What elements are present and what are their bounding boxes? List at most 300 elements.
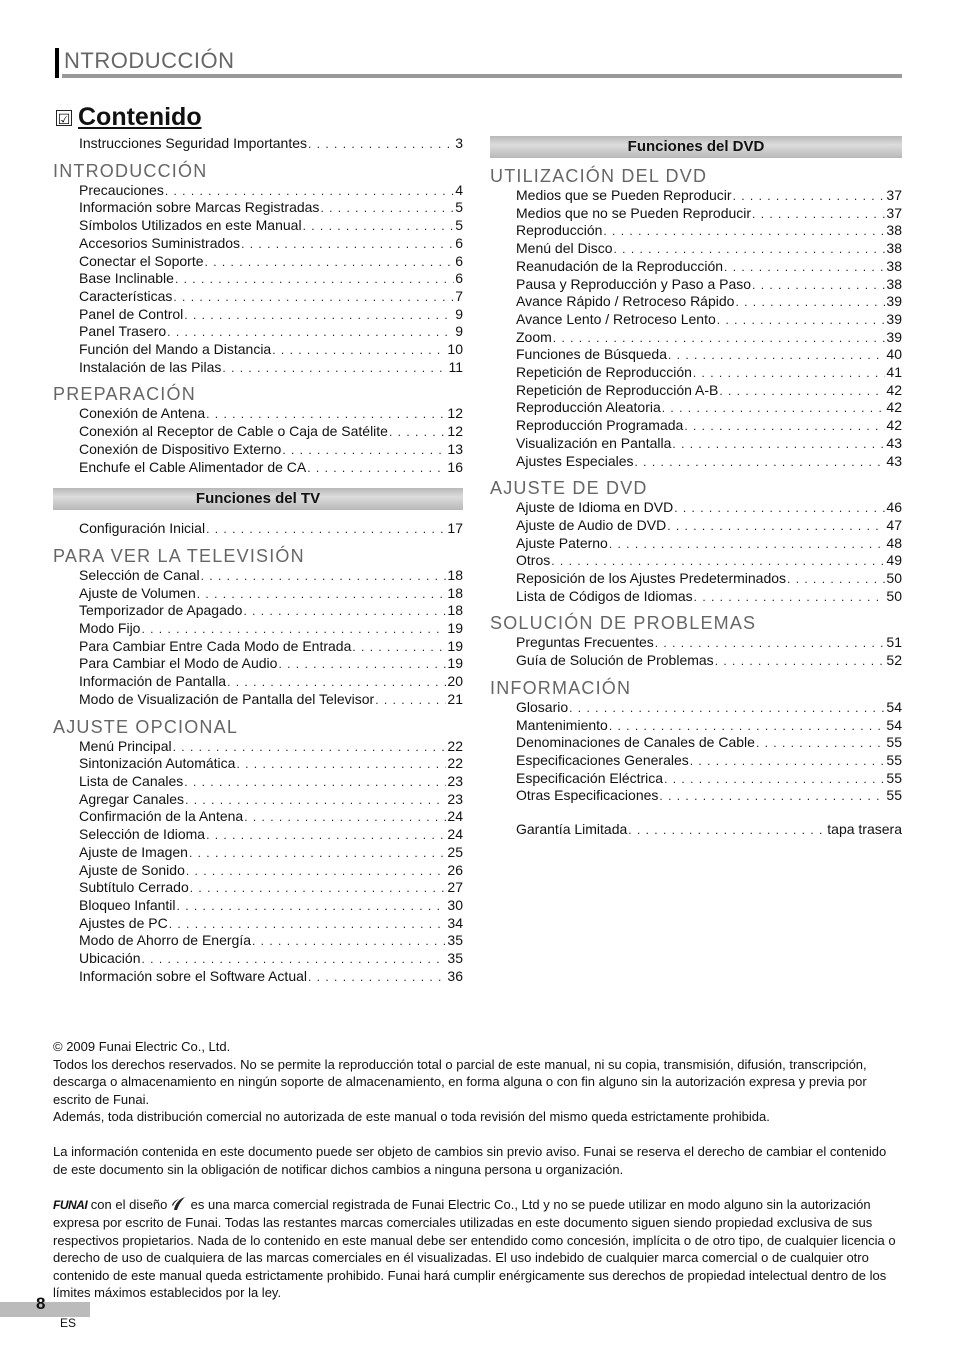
toc-entry-page: 7 (455, 287, 463, 304)
trademark-text: FUNAI con el diseño es una marca comercial registrada de Funai Electric Co., Ltd y no se puede utilizar en modo alguno sin la autorización expresa por escrito de Funai. Todas las restantes marcas comerciales utilizadas en este documento siguen siendo propiedad exclusiva de sus respectivos propietarios. Nada de lo contenido en este manual debe ser entendido como concesión, implícita o de otro tipo, de cualquier licencia o derecho de uso de cualquiera de las marcas comerciales en él visualizadas. El uso indebido de cualquier marca comercial o de cualquier otro contenido de este manual queda estrictamente prohibido. Funai hará cumplir enérgicamente sus derechos de propiedad intelectual dentro de los límites máximos establecidos por la ley. (53, 1196, 896, 1300)
toc-entry-leader (752, 277, 885, 294)
toc-right-column (490, 136, 902, 839)
toc-entry-page: 23 (447, 790, 463, 807)
toc-entry-page: 23 (447, 772, 463, 789)
toc-entry-page: 43 (886, 452, 902, 469)
toc-entry-page: 51 (886, 634, 902, 651)
toc-entry-leader (717, 312, 886, 329)
toc-entry[interactable] (53, 691, 463, 709)
toc-entry-title: Ajustes de PC (79, 914, 168, 931)
toc-entry[interactable] (53, 182, 463, 200)
toc-entry-leader (278, 656, 446, 673)
toc-entry-title: Selección de Idioma (79, 826, 206, 843)
toc-entry-page: 55 (886, 787, 902, 804)
toc-entry[interactable] (490, 311, 902, 329)
toc-entry-leader (389, 424, 446, 441)
funai-design-icon (171, 1196, 187, 1211)
toc-entry-page: 39 (886, 328, 902, 345)
toc-entry-page: tapa trasera (827, 821, 902, 838)
toc-entry-page: 49 (886, 552, 902, 569)
toc-entry-title: Pausa y Reproducción y Paso a Paso (516, 275, 752, 292)
toc-entry-page: 18 (447, 584, 463, 601)
toc-entry[interactable] (490, 535, 902, 553)
toc-entry-page: 54 (886, 716, 902, 733)
toc-entry-leader (173, 739, 447, 756)
toc-entry[interactable] (53, 738, 463, 756)
toc-entry-page: 38 (886, 275, 902, 292)
toc-entry-leader (236, 756, 446, 773)
toc-entry-leader (674, 500, 885, 517)
toc-entry-leader (655, 635, 886, 652)
toc-entry-leader (719, 383, 885, 400)
toc-entry-title: Modo Fijo (79, 620, 141, 637)
toc-entry-leader (569, 700, 885, 717)
toc-entry-page: 55 (886, 734, 902, 751)
toc-entry-title: Menú Principal (79, 737, 172, 754)
toc-entry[interactable] (490, 222, 902, 240)
toc-entry[interactable] (490, 205, 902, 223)
toc-entry[interactable] (53, 135, 463, 153)
toc-entry-page: 37 (886, 204, 902, 221)
toc-entry[interactable] (53, 306, 463, 324)
toc-entry-leader (189, 845, 446, 862)
toc-entry-page: 34 (447, 914, 463, 931)
toc-entry-title: Panel de Control (79, 305, 184, 322)
toc-entry-leader (307, 460, 446, 477)
toc-entry[interactable] (53, 520, 463, 538)
changes-text: La información contenida en este documento puede ser objeto de cambios sin previo aviso. Funai se reserva el derecho de cambiar el contenido de este documento sin la obligación de notificar dichos cambios a ninguna persona u organización. (53, 1144, 887, 1177)
toc-entry-page: 12 (447, 405, 463, 422)
funai-logo: FUNAI (53, 1197, 88, 1212)
toc-entry-leader (308, 136, 454, 153)
toc-entry-title: Ajuste de Volumen (79, 584, 196, 601)
toc-entry-title: Reanudación de la Reproducción (516, 257, 724, 274)
toc-entry-leader (184, 307, 454, 324)
toc-entry[interactable] (490, 588, 902, 606)
toc-entry[interactable] (53, 585, 463, 603)
toc-entry-title: Instrucciones Seguridad Importantes (79, 135, 308, 151)
toc-entry-page: 52 (886, 652, 902, 669)
toc-entry-page: 9 (455, 323, 463, 340)
toc-entry[interactable] (53, 932, 463, 950)
page-number: 8 (36, 1294, 46, 1313)
toc-entry[interactable] (53, 791, 463, 809)
toc-section-heading: INFORMACIÓN (490, 677, 632, 698)
toc-entry-title: Denominaciones de Canales de Cable (516, 734, 755, 751)
toc-entry[interactable] (490, 329, 902, 347)
toc-entry-title: Reproducción (516, 222, 603, 239)
toc-entry-page: 35 (447, 950, 463, 967)
toc-entry[interactable] (53, 808, 463, 826)
toc-entry-title: Preguntas Frecuentes (516, 634, 654, 651)
toc-entry-page: 5 (455, 217, 463, 234)
toc-entry-title: Especificación Eléctrica (516, 769, 664, 786)
toc-entry-leader (320, 200, 454, 217)
toc-entry-title: Información sobre Marcas Registradas (79, 199, 320, 216)
toc-entry[interactable] (53, 826, 463, 844)
toc-entry[interactable] (53, 844, 463, 862)
toc-entry-title: Conectar el Soporte (79, 252, 204, 269)
toc-entry[interactable] (53, 217, 463, 235)
toc-entry-page: 20 (447, 673, 463, 690)
toc-entry[interactable] (53, 673, 463, 691)
toc-entry-title: Guía de Solución de Problemas (516, 652, 714, 669)
toc-entry-page: 21 (447, 690, 463, 707)
toc-entry-leader (756, 735, 885, 752)
toc-entry-page: 16 (447, 458, 463, 475)
toc-section-heading: AJUSTE DE DVD (490, 478, 648, 499)
toc-entry[interactable] (53, 755, 463, 773)
toc-entry-title: Lista de Códigos de Idiomas (516, 587, 693, 604)
toc-entry-leader (222, 360, 447, 377)
toc-entry-page: 17 (447, 520, 463, 537)
toc-entry-page: 9 (455, 305, 463, 322)
toc-entry-page: 27 (447, 879, 463, 896)
toc-entry-leader (141, 621, 446, 638)
toc-entry[interactable] (490, 453, 902, 471)
toc-entry-page: 38 (886, 257, 902, 274)
toc-entry-title: Visualización en Pantalla (516, 434, 672, 451)
toc-entry[interactable] (53, 270, 463, 288)
toc-entry-page: 43 (886, 434, 902, 451)
toc-entry-title: Bloqueo Infantil (79, 896, 176, 913)
toc-entry[interactable] (490, 346, 902, 364)
toc-entry-leader (609, 718, 886, 735)
toc-entry-page: 42 (886, 399, 902, 416)
toc-entry[interactable] (53, 253, 463, 271)
toc-entry-leader (206, 827, 446, 844)
toc-entry[interactable] (490, 276, 902, 294)
toc-heading (56, 103, 202, 132)
toc-entry-page: 6 (455, 252, 463, 269)
toc-entry-title: Ajustes Especiales (516, 452, 634, 469)
toc-entry[interactable] (490, 187, 902, 205)
toc-entry-title: Reproducción Aleatoria (516, 399, 661, 416)
toc-entry-title: Base Inclinable (79, 270, 174, 287)
toc-entry[interactable] (490, 517, 902, 535)
toc-entry-leader (553, 330, 886, 347)
toc-entry-title: Selección de Canal (79, 566, 200, 583)
toc-entry[interactable] (53, 968, 463, 986)
toc-entry[interactable] (53, 323, 463, 341)
toc-entry-page: 48 (886, 534, 902, 551)
toc-entry-page: 18 (447, 566, 463, 583)
header-rule (62, 74, 902, 78)
toc-entry-leader (206, 521, 446, 538)
toc-entry-page: 55 (886, 751, 902, 768)
toc-section-heading: AJUSTE OPCIONAL (53, 716, 239, 737)
toc-entry-title: Panel Trasero (79, 323, 167, 340)
toc-entry-title: Medios que se Pueden Reproducir (516, 187, 732, 203)
toc-entry[interactable] (53, 359, 463, 377)
toc-entry-leader (733, 188, 886, 205)
toc-entry[interactable] (490, 717, 902, 735)
toc-entry-title: Información sobre el Software Actual (79, 967, 308, 984)
toc-entry-title: Conexión de Antena (79, 405, 206, 422)
toc-entry[interactable] (490, 699, 902, 717)
toc-entry[interactable] (490, 734, 902, 752)
toc-entry-title: Reposición de los Ajustes Predeterminados (516, 570, 787, 587)
language-code: ES (60, 1316, 77, 1330)
toc-title: Contenido (78, 103, 202, 131)
toc-entry-leader (667, 518, 885, 535)
toc-entry-leader (664, 771, 885, 788)
toc-entry-page: 54 (886, 698, 902, 715)
toc-entry-leader (177, 898, 447, 915)
toc-entry-title: Repetición de Reproducción A-B (516, 381, 719, 398)
toc-entry-title: Para Cambiar el Modo de Audio (79, 655, 278, 672)
toc-entry-leader (227, 674, 446, 691)
toc-entry-title: Para Cambiar Entre Cada Modo de Entrada (79, 637, 352, 654)
toc-entry[interactable] (53, 897, 463, 915)
toc-entry-page: 10 (447, 341, 463, 358)
toc-entry-leader (303, 218, 455, 235)
toc-entry[interactable] (490, 821, 902, 839)
toc-entry[interactable] (490, 417, 902, 435)
toc-entry-title: Garantía Limitada (516, 821, 628, 838)
toc-entry-page: 50 (886, 587, 902, 604)
toc-entry-page: 46 (886, 499, 902, 516)
copyright-text: © 2009 Funai Electric Co., Ltd. (53, 1039, 231, 1054)
toc-entry[interactable] (53, 602, 463, 620)
toc-entry[interactable] (53, 638, 463, 656)
toc-entry-page: 41 (886, 364, 902, 381)
toc-entry-title: Menú del Disco (516, 240, 613, 257)
toc-entry-page: 19 (447, 620, 463, 637)
toc-band-heading: Funciones del TV (53, 488, 463, 510)
page-header-title: NTRODUCCIÓN (64, 48, 235, 73)
toc-entry-title: Ajuste de Idioma en DVD (516, 499, 674, 516)
toc-entry-page: 19 (447, 655, 463, 672)
toc-entry-page: 11 (448, 358, 463, 375)
toc-entry-title: Instalación de las Pilas (79, 358, 222, 375)
toc-entry-title: Glosario (516, 698, 569, 715)
toc-entry[interactable] (53, 405, 463, 423)
toc-entry-title: Ajuste de Imagen (79, 843, 188, 860)
toc-entry-title: Información de Pantalla (79, 673, 227, 690)
toc-entry-title: Símbolos Utilizados en este Manual (79, 217, 302, 234)
toc-entry-page: 38 (886, 222, 902, 239)
toc-entry-leader (169, 916, 447, 933)
toc-entry-leader (693, 365, 886, 382)
toc-entry-title: Mantenimiento (516, 716, 608, 733)
toc-entry[interactable] (490, 634, 902, 652)
toc-entry-leader (635, 454, 886, 471)
toc-entry[interactable] (53, 567, 463, 585)
toc-entry-title: Conexión al Receptor de Cable o Caja de Satélite (79, 423, 388, 440)
toc-entry[interactable] (53, 423, 463, 441)
toc-entry-leader (752, 206, 885, 223)
toc-entry-leader (609, 536, 886, 553)
toc-entry-page: 38 (886, 240, 902, 257)
toc-entry-leader (186, 863, 447, 880)
checkbox-icon: ☑ (57, 110, 71, 127)
toc-entry-leader (190, 880, 447, 897)
toc-entry-page: 47 (886, 516, 902, 533)
toc-entry-leader (787, 571, 885, 588)
toc-entry-leader (614, 241, 886, 258)
toc-entry-leader (252, 933, 446, 950)
toc-entry[interactable] (490, 652, 902, 670)
toc-entry-leader (715, 653, 886, 670)
toc-entry-title: Ajuste de Sonido (79, 861, 185, 878)
toc-entry-leader (272, 342, 446, 359)
toc-entry-title: Medios que no se Pueden Reproducir (516, 204, 752, 221)
toc-entry-leader (668, 347, 885, 364)
toc-entry[interactable] (490, 258, 902, 276)
toc-entry-title: Otros (516, 552, 551, 569)
toc-entry-title: Sintonización Automática (79, 755, 236, 772)
toc-band-heading: Funciones del DVD (490, 136, 902, 158)
toc-entry-page: 50 (886, 570, 902, 587)
toc-entry[interactable] (53, 459, 463, 477)
toc-entry-leader (165, 183, 454, 200)
toc-entry-title: Otras Especificaciones (516, 787, 659, 804)
toc-entry-page: 12 (447, 423, 463, 440)
toc-entry-title: Avance Rápido / Retroceso Rápido (516, 293, 735, 310)
toc-entry-page: 24 (447, 826, 463, 843)
toc-entry-title: Ajuste Paterno (516, 534, 608, 551)
toc-entry-title: Conexión de Dispositivo Externo (79, 440, 282, 457)
toc-entry-page: 35 (447, 932, 463, 949)
toc-entry-page: 5 (455, 199, 463, 216)
toc-entry-page: 25 (447, 843, 463, 860)
toc-entry[interactable] (490, 787, 902, 805)
toc-entry-page: 39 (886, 310, 902, 327)
toc-entry-leader (205, 254, 455, 271)
toc-entry-page: 55 (886, 769, 902, 786)
toc-entry[interactable] (490, 293, 902, 311)
toc-entry-leader (173, 289, 454, 306)
toc-entry[interactable] (53, 773, 463, 791)
toc-entry-page: 30 (447, 896, 463, 913)
toc-entry-title: Repetición de Reproducción (516, 364, 692, 381)
toc-entry-page: 26 (447, 861, 463, 878)
toc-entry-leader (243, 603, 446, 620)
toc-entry-leader (308, 969, 446, 986)
toc-entry-page: 18 (447, 602, 463, 619)
toc-entry-leader (662, 400, 886, 417)
toc-entry-leader (659, 788, 885, 805)
toc-entry-title: Características (79, 287, 173, 304)
header-bar (55, 48, 59, 78)
toc-entry-leader (352, 639, 446, 656)
toc-entry-page: 36 (447, 967, 463, 984)
toc-entry[interactable] (53, 862, 463, 880)
toc-entry-leader (628, 822, 826, 839)
toc-entry-leader (551, 553, 885, 570)
toc-entry[interactable] (490, 364, 902, 382)
toc-entry[interactable] (490, 552, 902, 570)
toc-entry-page: 22 (447, 737, 463, 754)
distribution-text: Además, toda distribución comercial no autorizada de este manual o toda revisión del mismo queda estrictamente prohibida. (53, 1109, 770, 1124)
toc-entry-leader (167, 324, 454, 341)
toc-entry-title: Configuración Inicial (79, 520, 206, 537)
toc-entry-page: 40 (886, 346, 902, 363)
toc-entry-page: 39 (886, 293, 902, 310)
toc-left-column (53, 135, 463, 985)
toc-entry-leader (201, 568, 447, 585)
toc-section-heading: PREPARACIÓN (53, 384, 196, 405)
toc-section-heading: PARA VER LA TELEVISIÓN (53, 545, 305, 566)
rights-text: Todos los derechos reservados. No se permite la reproducción total o parcial de este manual, ni su copia, transmisión, difusión, transcripción, descarga o almacenamiento en ningún soporte de almacenamiento, en forma alguna o con fin alguno sin la autorización expresa y previa por escrito de Funai. (53, 1056, 867, 1107)
toc-entry-leader (672, 436, 885, 453)
toc-section-heading: SOLUCIÓN DE PROBLEMAS (490, 613, 757, 634)
toc-section-heading: UTILIZACIÓN DEL DVD (490, 166, 708, 186)
toc-entry-title: Especificaciones Generales (516, 751, 689, 768)
toc-entry[interactable] (53, 620, 463, 638)
toc-entry[interactable] (490, 435, 902, 453)
toc-entry-leader (185, 792, 446, 809)
toc-entry-page: 37 (886, 187, 902, 203)
toc-entry-title: Función del Mando a Distancia (79, 341, 272, 358)
toc-entry-title: Funciones de Búsqueda (516, 346, 667, 363)
toc-entry[interactable] (490, 752, 902, 770)
toc-entry-title: Modo de Visualización de Pantalla del Televisor (79, 690, 375, 707)
toc-entry[interactable] (53, 915, 463, 933)
toc-entry-title: Confirmación de la Antena (79, 808, 244, 825)
toc-entry-leader (684, 418, 885, 435)
toc-entry[interactable] (490, 382, 902, 400)
toc-entry[interactable] (53, 879, 463, 897)
toc-entry-leader (206, 406, 446, 423)
toc-entry[interactable] (490, 770, 902, 788)
toc-entry-title: Enchufe el Cable Alimentador de CA (79, 458, 307, 475)
legal-notice (53, 1038, 903, 1302)
toc-entry-title: Modo de Ahorro de Energía (79, 932, 252, 949)
toc-entry-title: Ubicación (79, 950, 141, 967)
toc-entry[interactable] (490, 499, 902, 517)
toc-entry-leader (244, 809, 446, 826)
toc-entry[interactable] (490, 240, 902, 258)
toc-entry-title: Subtítulo Cerrado (79, 879, 189, 896)
toc-entry-leader (141, 951, 446, 968)
toc-entry[interactable] (53, 199, 463, 217)
toc-section-heading: INTRODUCCIÓN (53, 160, 208, 181)
toc-entry-title: Ajuste de Audio de DVD (516, 516, 667, 533)
toc-entry-page: 6 (455, 234, 463, 251)
toc-entry[interactable] (53, 288, 463, 306)
toc-entry-title: Lista de Canales (79, 772, 184, 789)
toc-entry[interactable] (490, 399, 902, 417)
toc-entry-page: 19 (447, 637, 463, 654)
toc-entry-leader (724, 259, 885, 276)
toc-entry[interactable] (53, 441, 463, 459)
toc-entry[interactable] (53, 950, 463, 968)
toc-entry-leader (690, 753, 886, 770)
toc-entry[interactable] (53, 341, 463, 359)
toc-entry-title: Agregar Canales (79, 790, 185, 807)
toc-entry-leader (197, 586, 447, 603)
toc-entry-title: Reproducción Programada (516, 417, 684, 434)
toc-entry-leader (375, 692, 446, 709)
toc-entry-page: 22 (447, 755, 463, 772)
toc-entry-page: 24 (447, 808, 463, 825)
toc-entry-page: 6 (455, 270, 463, 287)
toc-entry-leader (603, 223, 885, 240)
toc-entry-title: Avance Lento / Retroceso Lento (516, 310, 716, 327)
toc-entry-page: 42 (886, 381, 902, 398)
toc-entry-leader (282, 442, 446, 459)
toc-entry-title: Accesorios Suministrados (79, 234, 241, 251)
toc-entry-page: 4 (455, 181, 463, 198)
toc-entry[interactable] (490, 570, 902, 588)
toc-entry-leader (184, 774, 446, 791)
toc-entry-leader (735, 294, 885, 311)
toc-entry[interactable] (53, 235, 463, 253)
toc-entry[interactable] (53, 655, 463, 673)
toc-entry-title: Zoom (516, 328, 552, 345)
